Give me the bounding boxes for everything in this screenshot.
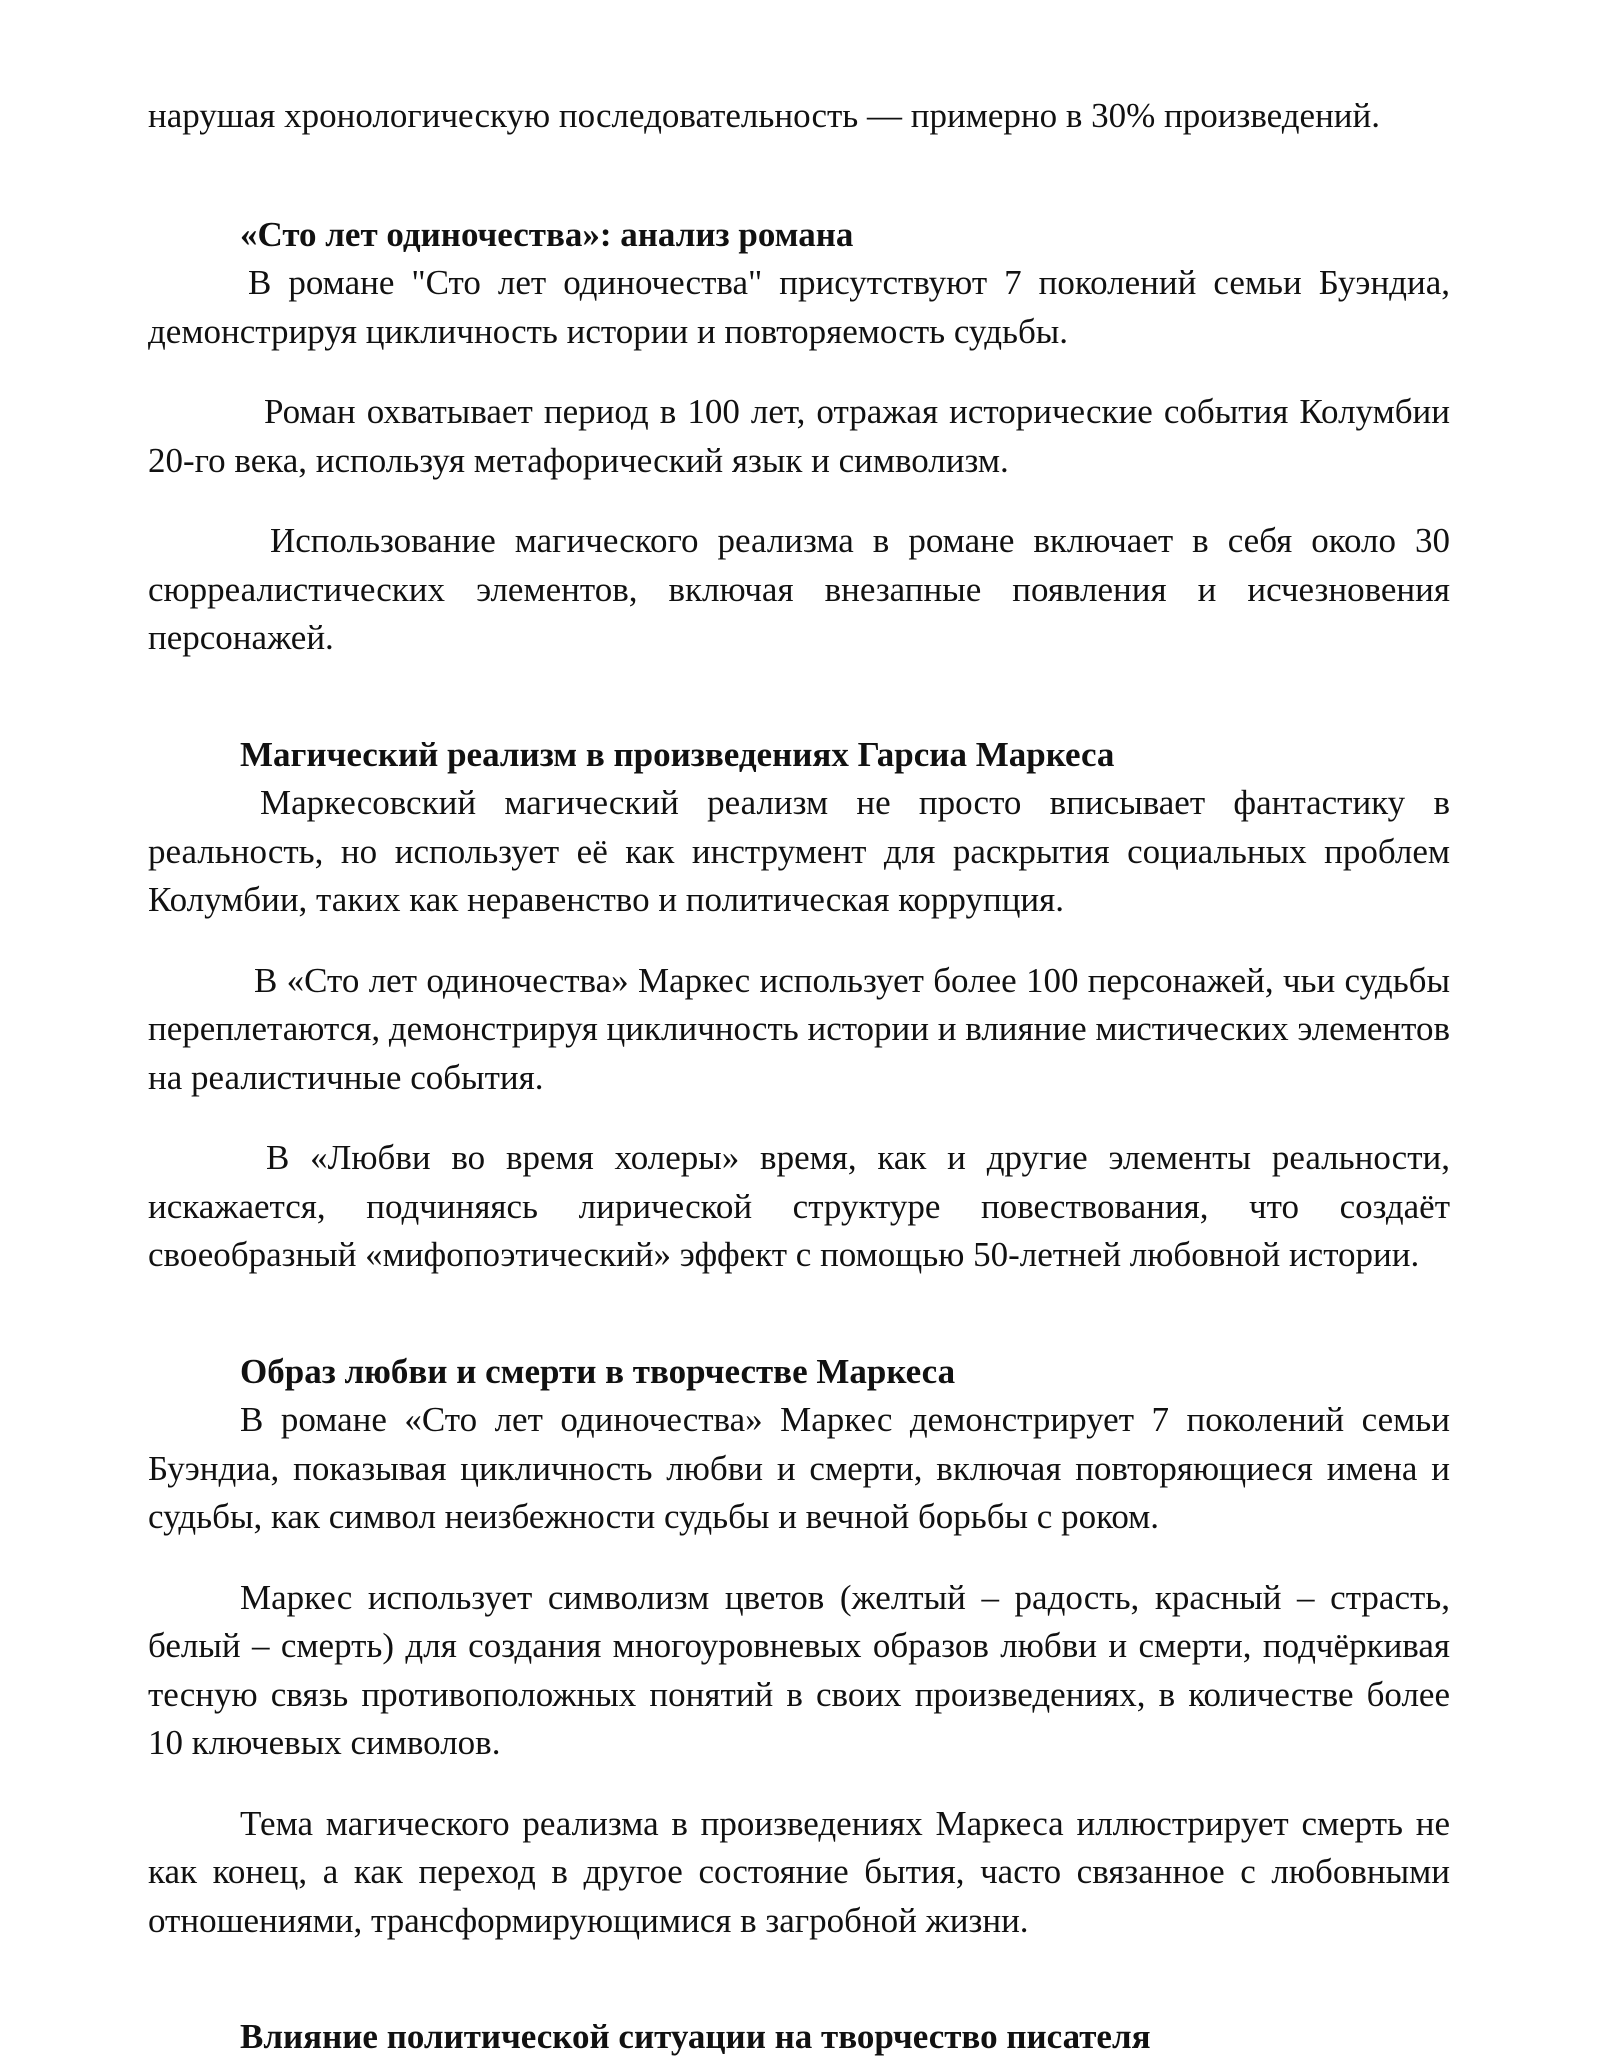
section-love-and-death: [148, 1348, 1450, 1946]
paragraph: Тема магического реализма в произведениях Маркеса иллюстрирует смерть не как конец, а как переход в другое состояние бытия, часто связанное с любовными отношениями, трансформирующимися в загробной жизни.: [148, 1803, 1450, 1940]
section-heading: Влияние политической ситуации на творчество писателя: [240, 2017, 1151, 2056]
continuation-paragraph: нарушая хронологическую последовательность — примерно в 30% произведений.: [148, 96, 1381, 135]
section-heading: «Сто лет одиночества»: анализ романа: [240, 214, 854, 254]
section-heading: Образ любви и смерти в творчестве Маркеса: [240, 1351, 956, 1391]
section-magic-realism: [148, 731, 1450, 1280]
paragraph: В романе «Сто лет одиночества» Маркес демонстрирует 7 поколений семьи Буэндиа, показывая цикличность любви и смерти, включая повторяющиеся имена и судьбы, как символ неизбежности судьбы и вечной борьбы с роком.: [148, 1400, 1450, 1536]
section-heading: Магический реализм в произведениях Гарсиа Маркеса: [240, 734, 1115, 774]
paragraph: В «Любви во время холеры» время, как и другие элементы реальности, искажается, подчиняясь лирической структуре повествования, что создаёт своеобразный «мифопоэтический» эффект с помощью 50-летней любовной истории.: [148, 1138, 1450, 1274]
paragraph: Маркесовский магический реализм не просто вписывает фантастику в реальность, но использует её как инструмент для раскрытия социальных проблем Колумбии, таких как неравенство и политическая коррупция.: [148, 783, 1450, 919]
paragraph: В «Сто лет одиночества» Маркес использует более 100 персонажей, чьи судьбы переплетаются, демонстрируя цикличность истории и влияние мистических элементов на реалистичные события.: [148, 960, 1450, 1097]
paragraph: Маркес использует символизм цветов (желтый – радость, красный – страсть, белый – смерть) для создания многоуровневых образов любви и смерти, подчёркивая тесную связь противоположных понятий в своих произведениях, в количестве более 10 ключевых символов.: [148, 1577, 1450, 1762]
document-body: [148, 92, 1450, 2062]
paragraph: В романе "Сто лет одиночества" присутствуют 7 поколений семьи Буэндиа, демонстрируя цикличность истории и повторяемость судьбы.: [148, 263, 1450, 351]
paragraph: Роман охватывает период в 100 лет, отражая исторические события Колумбии 20-го века, используя метафорический язык и символизм.: [148, 392, 1450, 480]
paragraph: Использование магического реализма в романе включает в себя около 30 сюрреалистических элементов, включая внезапные появления и исчезновения персонажей.: [148, 521, 1450, 657]
section-novel-analysis: [148, 211, 1450, 663]
section-political-influence: [148, 2013, 1450, 2062]
